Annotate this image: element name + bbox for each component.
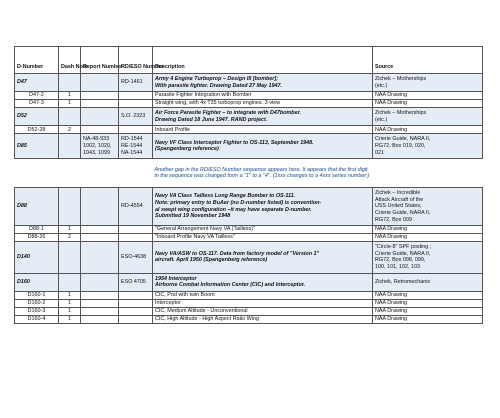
source-cell: Zichek – Motherships (etc.) (373, 108, 483, 126)
report-number-cell (81, 234, 119, 242)
report-number-cell (81, 242, 119, 273)
gap-note-text: Another gap in the RD/ESO Number sequence appears here. It appears that the first digit in the sequence was changed form a "1" to a "4". (1xxx changes to a 4xxx series number.) (153, 159, 373, 188)
drawing-sub-row (15, 92, 483, 100)
description-cell: CIC, Medium Altitude - Unconventional (153, 307, 373, 315)
report-number-cell (81, 92, 119, 100)
description-cell: Army 4 Engine Turboprop – Design III [bomber]; With parasite fighter. Drawing Dated 27 May 1947. (153, 74, 373, 92)
description-cell: Air Force Parasite Fighter – to integrate with D47bomber. Drawing Dated 18 June 1947. RAND project. (153, 108, 373, 126)
rdeso-number-cell (119, 291, 153, 299)
description-cell: CIC, Pod with twin Boom (153, 291, 373, 299)
rdeso-number-cell: ESO 4705 (119, 273, 153, 291)
dash-note-cell: 1 (59, 299, 81, 307)
header-report-number: Report Number (81, 47, 119, 74)
source-cell: NAA Drawing (373, 100, 483, 108)
report-number-cell (81, 307, 119, 315)
d-number-cell: D160 (15, 273, 59, 291)
rdeso-number-cell (119, 126, 153, 134)
design-group-row (15, 242, 483, 273)
report-number-cell (81, 188, 119, 226)
source-cell: Zichek – Motherships (etc.) (373, 74, 483, 92)
d-number-cell: D88 (15, 188, 59, 226)
header-rdeso-number: RD/ESO Number (119, 47, 153, 74)
description-cell: Parasite Fighter Integration with Bomber (153, 92, 373, 100)
rdeso-number-cell: ESO-4638 (119, 242, 153, 273)
report-number-cell (81, 299, 119, 307)
rdeso-number-cell (119, 226, 153, 234)
drawing-sub-row (15, 234, 483, 242)
d-number-table (14, 46, 483, 324)
drawing-sub-row (15, 226, 483, 234)
report-number-cell: NA-48-933 1002, 1020, 1043, 1099 (81, 134, 119, 159)
rdeso-number-cell (119, 100, 153, 108)
description-cell: 1954 Interceptor Airborne Combat Information Center (CIC) and Interceptor. (153, 273, 373, 291)
header-source: Source (373, 47, 483, 74)
design-group-row (15, 273, 483, 291)
dash-note-cell: 2 (59, 126, 81, 134)
dash-note-cell: 1 (59, 315, 81, 323)
rdeso-number-cell: S.O. 2323 (119, 108, 153, 126)
design-group-row (15, 108, 483, 126)
dash-note-cell: 1 (59, 92, 81, 100)
report-number-cell (81, 226, 119, 234)
dash-note-cell: 1 (59, 100, 81, 108)
design-group-row (15, 74, 483, 92)
d-number-cell: D160-2 (15, 299, 59, 307)
drawing-sub-row (15, 291, 483, 299)
d-number-cell: D160-1 (15, 291, 59, 299)
rdeso-number-cell: RD-4554 (119, 188, 153, 226)
dash-note-cell: 1 (59, 226, 81, 234)
table-body (15, 74, 483, 324)
d-number-cell: D160-4 (15, 315, 59, 323)
d-number-cell: D160-3 (15, 307, 59, 315)
source-cell: NAA Drawing (373, 126, 483, 134)
source-cell: NAA Drawing (373, 315, 483, 323)
report-number-cell (81, 126, 119, 134)
report-number-cell (81, 273, 119, 291)
report-number-cell (81, 315, 119, 323)
source-cell: NAA Drawing (373, 291, 483, 299)
header-row (15, 47, 483, 74)
header-dash-note: Dash Note (59, 47, 81, 74)
note-spacer (119, 159, 153, 188)
drawing-sub-row (15, 315, 483, 323)
rdeso-number-cell (119, 92, 153, 100)
dash-note-cell: 1 (59, 307, 81, 315)
d-number-cell: D88-1 (15, 226, 59, 234)
d-number-cell: D88-26 (15, 234, 59, 242)
source-cell: NAA Drawing (373, 299, 483, 307)
source-cell: Zichek – Incredible Attack Aircraft of the USS United States; Crierie Guide, NARA II, RG72, Box 009 (373, 188, 483, 226)
design-group-row (15, 188, 483, 226)
rdeso-number-cell (119, 234, 153, 242)
drawing-sub-row (15, 307, 483, 315)
dash-note-cell (59, 242, 81, 273)
drawing-sub-row (15, 100, 483, 108)
note-spacer (373, 159, 483, 188)
note-spacer (15, 159, 59, 188)
rdeso-number-cell (119, 315, 153, 323)
source-cell: Zichek, Retromechanix (373, 273, 483, 291)
drawing-sub-row (15, 126, 483, 134)
rdeso-number-cell (119, 299, 153, 307)
rdeso-number-cell (119, 307, 153, 315)
drawing-sub-row (15, 299, 483, 307)
d-number-cell: D140 (15, 242, 59, 273)
dash-note-cell: 1 (59, 291, 81, 299)
description-cell: Navy VA Class Tailless Long Range Bomber to OS-111. Note: primary entry to BuAer (no D-number listed) is convention- al swept wing configuration –it may have separate D-number. Submitted 19 November 1948 (153, 188, 373, 226)
report-number-cell (81, 74, 119, 92)
d-number-cell: D85 (15, 134, 59, 159)
header-description: Description (153, 47, 373, 74)
dash-note-cell (59, 74, 81, 92)
description-cell: Interceptor (153, 299, 373, 307)
d-number-cell: D52 (15, 108, 59, 126)
report-number-cell (81, 108, 119, 126)
description-cell: "General Arrangement Navy VA (Tailless)" (153, 226, 373, 234)
description-cell: CIC, High Altitude - High Aspect Ratio Wing (153, 315, 373, 323)
source-cell: NAA Drawing (373, 307, 483, 315)
note-spacer (59, 159, 81, 188)
note-spacer (81, 159, 119, 188)
header-d-number: D-Number (15, 47, 59, 74)
dash-note-cell (59, 188, 81, 226)
dash-note-cell (59, 273, 81, 291)
d-number-cell: D47-2 (15, 92, 59, 100)
report-number-cell (81, 100, 119, 108)
d-number-cell: D52-28 (15, 126, 59, 134)
description-cell: "Inboard Profile Navy VA Tailless" (153, 234, 373, 242)
dash-note-cell (59, 134, 81, 159)
d-number-cell: D47-3 (15, 100, 59, 108)
rdeso-number-cell: RD-1544 RE-1544 NA-1544 (119, 134, 153, 159)
source-cell: NAA Drawing (373, 234, 483, 242)
description-cell: Navy VA/ASW to OS-117. Data from factory model of "Version 1" aircraft. April 1950 (Spangenberg reference) (153, 242, 373, 273)
design-group-row (15, 134, 483, 159)
description-cell: Straight wing, with 4x T35 turboprop engines. 3-view (153, 100, 373, 108)
source-cell: Crierie Guide, NARA II, RG72, Box 019, 020, 021 (373, 134, 483, 159)
description-cell: Inboard Profile (153, 126, 373, 134)
d-number-cell: D47 (15, 74, 59, 92)
dash-note-cell (59, 108, 81, 126)
source-cell: NAA Drawing (373, 92, 483, 100)
description-cell: Navy VF Class Interceptor Fighter to OS-113, September 1948. (Spangenberg reference) (153, 134, 373, 159)
source-cell: NAA Drawing (373, 226, 483, 234)
report-number-cell (81, 291, 119, 299)
source-cell: "Circle-8" SPF posting ; Crierie Guide, NARA II, RG72, Box 098, 099, 100, 101, 102, 103 (373, 242, 483, 273)
rdeso-number-cell: RD-1461 (119, 74, 153, 92)
dash-note-cell: 2 (59, 234, 81, 242)
note-row (15, 159, 483, 188)
